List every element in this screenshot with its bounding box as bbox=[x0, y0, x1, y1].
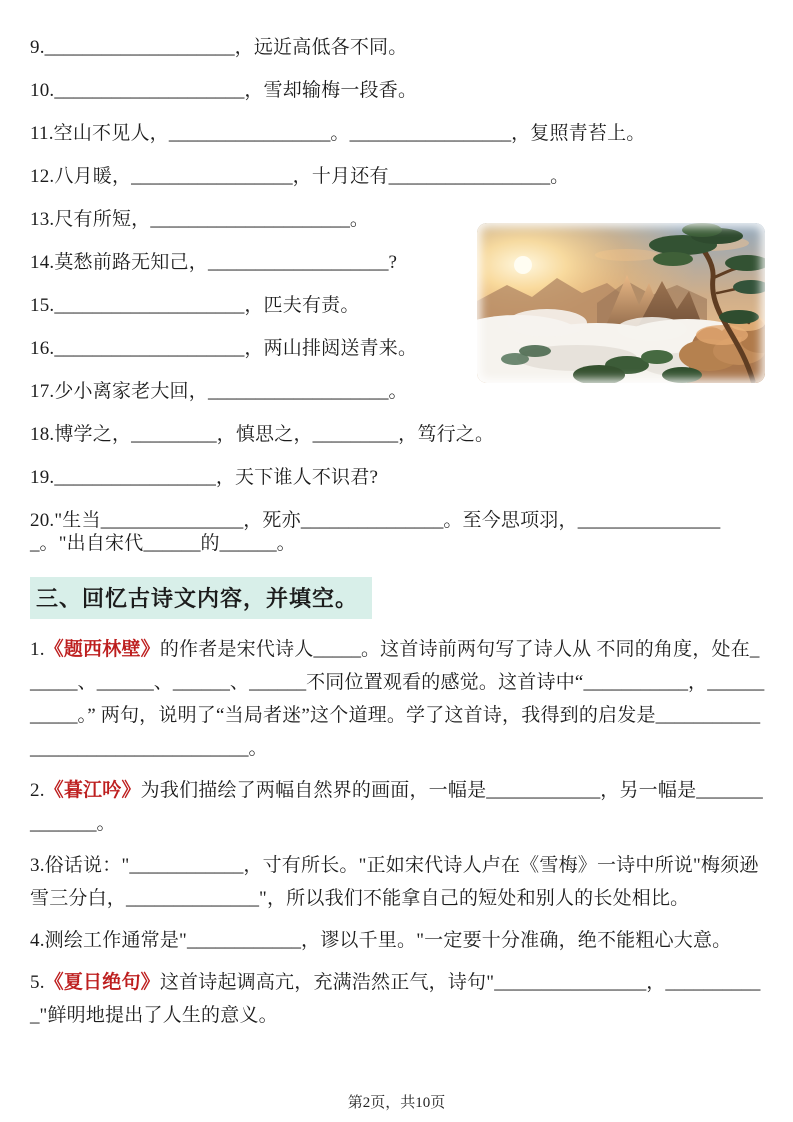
line-text: ，另一幅是 bbox=[600, 780, 697, 801]
line-text: "，所以我们不能拿自己的短处和别人的长处相比。 bbox=[259, 888, 690, 909]
fill-in-blank[interactable]: ____________ bbox=[486, 780, 601, 801]
fill-in-blank[interactable]: ______ bbox=[172, 672, 230, 693]
line-text: 。 bbox=[550, 166, 570, 187]
worksheet-line bbox=[30, 380, 765, 403]
line-text: ，十月还有 bbox=[292, 166, 389, 187]
line-text: 20."生当 bbox=[30, 510, 101, 531]
fill-in-blank[interactable]: ___________ bbox=[583, 672, 689, 693]
line-text: 。 bbox=[248, 738, 268, 759]
line-text: 的作者是宋代诗人 bbox=[159, 639, 314, 660]
line-text: 3.俗话说：" bbox=[30, 855, 130, 876]
line-text: 、 bbox=[229, 672, 250, 693]
worksheet-line bbox=[30, 466, 765, 489]
line-text: 。 bbox=[388, 381, 408, 402]
page-number: 第2页，共10页 bbox=[347, 1095, 446, 1111]
line-text: 11.空山不见人， bbox=[30, 123, 169, 144]
fill-in-blank[interactable]: _________________ bbox=[388, 166, 551, 187]
line-text: ， bbox=[646, 972, 666, 993]
poem-title: 《夏日绝句》 bbox=[44, 972, 160, 993]
fill-in-blank[interactable]: _________ bbox=[312, 424, 399, 445]
line-text: 10. bbox=[30, 80, 55, 101]
mountain-landscape-image bbox=[477, 223, 765, 383]
worksheet-line bbox=[30, 509, 765, 555]
line-text: 。 bbox=[349, 209, 370, 230]
fill-in-blank[interactable]: ______ bbox=[30, 639, 760, 693]
line-text: 。至今思项羽， bbox=[443, 510, 578, 531]
fill-in-blank[interactable]: ______________ bbox=[30, 780, 763, 834]
fill-in-blank[interactable]: _________ bbox=[131, 424, 217, 445]
line-text: ，两山排闼送青来。 bbox=[244, 338, 418, 359]
fill-in-blank[interactable]: _________________ bbox=[54, 467, 216, 488]
line-text: 19. bbox=[30, 467, 55, 488]
line-text: ，复照青苔上。 bbox=[511, 123, 646, 144]
worksheet-line bbox=[30, 122, 765, 145]
line-text: 。"出自宋代 bbox=[39, 533, 144, 554]
poem-title: 《题西林壁》 bbox=[44, 639, 160, 660]
line-text: ? bbox=[388, 252, 398, 273]
worksheet-line bbox=[30, 165, 765, 188]
line-text: 12.八月暖， bbox=[30, 166, 132, 187]
line-text: "鲜明地提出了人生的意义。 bbox=[39, 1005, 278, 1026]
fill-in-blank[interactable]: ____________________ bbox=[44, 37, 235, 58]
line-text: ，死亦 bbox=[243, 510, 301, 531]
fill-in-blank[interactable]: ___________________ bbox=[207, 381, 389, 402]
fill-in-blank[interactable]: ______ bbox=[96, 672, 154, 693]
fill-in-blank[interactable]: _________________ bbox=[168, 123, 331, 144]
fill-in-blank[interactable]: _______________ bbox=[100, 510, 244, 531]
fill-in-blank[interactable]: ___________________ bbox=[207, 252, 389, 273]
line-text: 。” 两句，说明了“当局者迷”这个道理。学了这首诗，我得到的启发是 bbox=[77, 705, 656, 726]
line-text: 、 bbox=[77, 672, 97, 693]
line-text: 5. bbox=[30, 972, 45, 993]
line-text: ，远近高低各不同。 bbox=[234, 37, 408, 58]
worksheet-line bbox=[30, 849, 765, 915]
line-text: ， bbox=[688, 672, 708, 693]
worksheet-line bbox=[30, 36, 765, 59]
fill-in-blank[interactable]: ______ bbox=[143, 533, 201, 554]
worksheet-line bbox=[30, 924, 765, 957]
fill-in-blank[interactable]: _________________ bbox=[131, 166, 293, 187]
line-text: 。 bbox=[276, 533, 296, 554]
line-text: 、 bbox=[153, 672, 173, 693]
fill-in-blank[interactable]: _____________________ bbox=[150, 209, 350, 230]
line-text: 13.尺有所短， bbox=[30, 209, 151, 230]
fill-in-blank[interactable]: ___________ bbox=[30, 972, 761, 1026]
line-text: 2. bbox=[30, 780, 45, 801]
line-text: 不同位置观看的感觉。这首诗中“ bbox=[306, 672, 584, 693]
line-text: 17.少小离家老大回， bbox=[30, 381, 208, 402]
fill-in-blank[interactable]: ____________ bbox=[187, 930, 302, 951]
fill-in-blank[interactable]: _______________ bbox=[300, 510, 444, 531]
fill-in-blank[interactable]: _________________ bbox=[349, 123, 512, 144]
line-text: ，寸有所长。"正如宋代诗人卢在《雪梅》一诗中所说"梅须逊雪三分白， bbox=[30, 855, 759, 909]
line-text: 1. bbox=[30, 639, 45, 660]
line-text: ，匹夫有责。 bbox=[244, 295, 360, 316]
line-text: 4.测绘工作通常是" bbox=[30, 930, 188, 951]
line-text: ，笃行之。 bbox=[398, 424, 495, 445]
fill-in-blank[interactable]: ____________________ bbox=[54, 338, 245, 359]
line-text: 为我们描绘了两幅自然界的画面，一幅是 bbox=[140, 780, 487, 801]
poem-title: 《暮江吟》 bbox=[44, 780, 141, 801]
line-text: 的 bbox=[200, 533, 220, 554]
fill-in-blank[interactable]: ________________ bbox=[494, 972, 647, 993]
line-text: ，慎思之， bbox=[216, 424, 313, 445]
fill-in-blank[interactable]: ________________ bbox=[30, 510, 721, 554]
fill-in-blank[interactable]: ______ bbox=[219, 533, 277, 554]
worksheet-line bbox=[30, 774, 765, 840]
line-text: 16. bbox=[30, 338, 55, 359]
line-text: ，天下谁人不识君? bbox=[215, 467, 379, 488]
worksheet-line bbox=[30, 423, 765, 446]
line-text: 9. bbox=[30, 37, 45, 58]
section-heading: 三、回忆古诗文内容，并填空。 bbox=[30, 577, 372, 619]
line-text: 15. bbox=[30, 295, 55, 316]
worksheet-line bbox=[30, 79, 765, 102]
line-text: 。这首诗前两句写了诗人从 不同的角度，处在 bbox=[360, 639, 750, 660]
fill-in-blank[interactable]: ______ bbox=[249, 672, 307, 693]
fill-in-blank[interactable]: ______________ bbox=[126, 888, 260, 909]
fill-in-blank[interactable]: ____________ bbox=[129, 855, 244, 876]
line-text: ，雪却输梅一段香。 bbox=[244, 80, 418, 101]
mountain-sunrise-illustration bbox=[477, 223, 765, 383]
recall-section bbox=[30, 633, 765, 1032]
fill-in-blank[interactable]: ____________________ bbox=[54, 295, 245, 316]
line-text: 14.莫愁前路无知己， bbox=[30, 252, 208, 273]
fill-in-blank[interactable]: ___________ bbox=[30, 672, 765, 726]
line-text: 。 bbox=[330, 123, 350, 144]
worksheet-line bbox=[30, 966, 765, 1032]
fill-in-blank[interactable]: _____ bbox=[313, 639, 361, 660]
line-text: 。 bbox=[96, 813, 116, 834]
worksheet-line bbox=[30, 633, 765, 765]
fill-in-blank[interactable]: __________________________________ bbox=[30, 705, 761, 759]
fill-in-blank[interactable]: ____________________ bbox=[54, 80, 245, 101]
line-text: 这首诗起调高亢，充满浩然正气，诗句" bbox=[159, 972, 495, 993]
line-text: 18.博学之， bbox=[30, 424, 132, 445]
line-text: ，谬以千里。"一定要十分准确，绝不能粗心大意。 bbox=[301, 930, 732, 951]
